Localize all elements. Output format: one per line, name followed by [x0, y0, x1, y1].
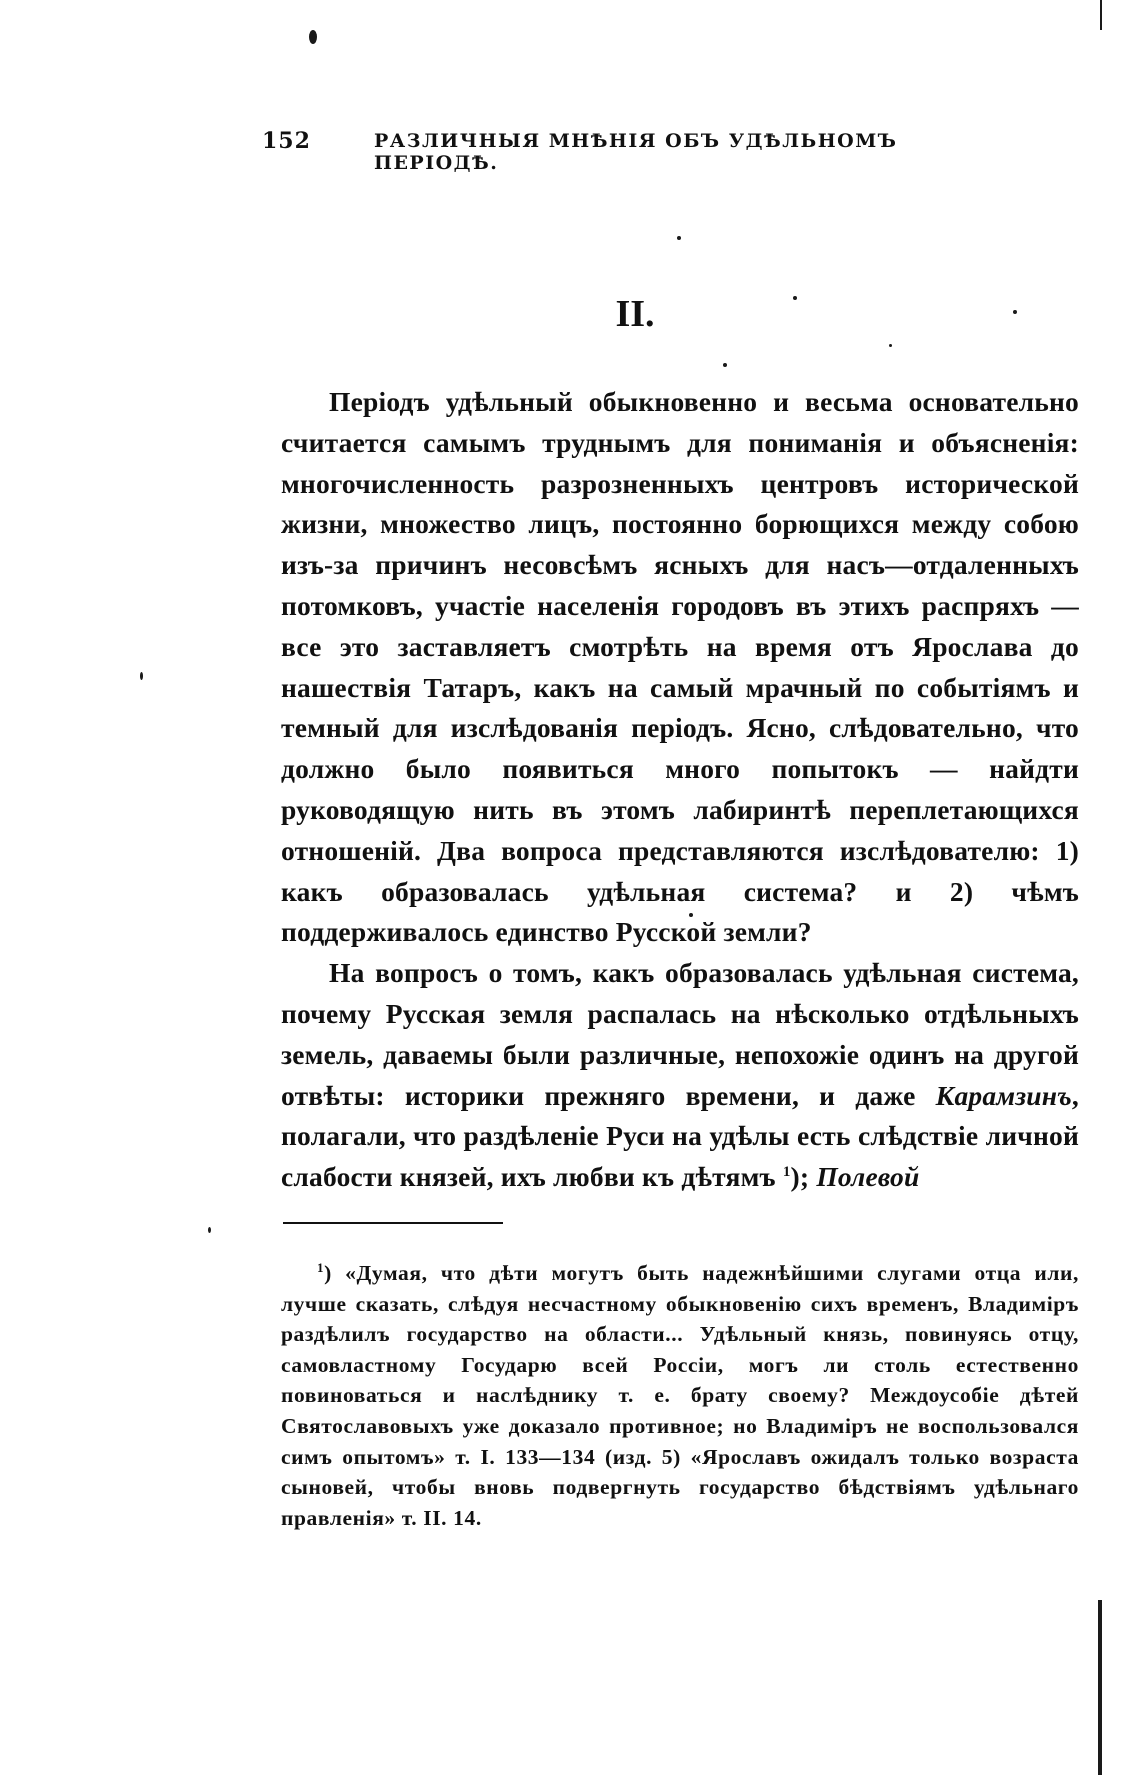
paragraph-2-middle: , полагали, что раздѣленіе Руси на удѣлы есть слѣдствіе личной слабости князей, ихъ любви къ дѣтямъ — [281, 1079, 1079, 1193]
paragraph-2 — [281, 953, 1079, 1198]
chapter-heading: II. — [615, 293, 655, 335]
paragraph-1: Періодъ удѣльный обыкновенно и весьма основательно считается самымъ труднымъ для пониманія и объясненія: многочисленность разрозненныхъ центровъ исторической жизни, множество лицъ, постоянно борющихся между собою изъ-за причинъ несовсѣмъ ясныхъ для насъ—отдаленныхъ потомковъ, участіе населенія городовъ въ этихъ распряхъ — все это заставляетъ смотрѣть на время отъ Ярослава до нашествія Татаръ, какъ на самый мрачный по событіямъ и темный для изслѣдованія періодъ. Ясно, слѣдовательно, что должно было появиться много попытокъ — найдти руководящую нить въ этомъ лабиринтѣ переплетающихся отношеній. Два вопроса представляются изслѣдователю: 1) какъ образовалась удѣльная система? и 2) чѣмъ поддерживалось единство Русской земли? — [281, 386, 1079, 948]
body-text — [281, 382, 1079, 1198]
scan-speck — [208, 1227, 211, 1233]
scan-speck — [723, 363, 727, 367]
footnote-1-marker: 1 — [317, 1259, 325, 1275]
page-header — [262, 128, 962, 174]
footnote-1-text: ) «Думая, что дѣти могутъ быть надежнѣйшими слугами отца или, лучше сказать, слѣдуя несчастному обыкновенію сихъ временъ, Владиміръ раздѣлилъ государство на области... Удѣльный князь, повинуясь отцу, самовластному Государю всей Россіи, могъ ли столь естественно повиноваться и наслѣднику т. е. брату своему? Междоусобіе дѣтей Святославовыхъ уже доказало противное; но Владиміръ не воспользовался симъ опытомъ» т. I. 133—134 (изд. 5) «Ярославъ ожидалъ только возраста сыновей, чтобы вновь подвергнуть государство бѣдствіямъ удѣльнаго правленія» т. II. 14. — [281, 1261, 1079, 1530]
scan-edge-line — [1098, 1600, 1102, 1775]
footnote-reference: 1 — [782, 1163, 791, 1180]
footnote-1 — [281, 1258, 1079, 1533]
footnote-rule — [283, 1222, 503, 1224]
scan-speck — [677, 236, 681, 240]
scan-speck — [889, 344, 892, 347]
page-number: 152 — [262, 128, 311, 154]
name-polevoy: Полевой — [816, 1161, 920, 1193]
paragraph-2-start: На вопросъ о томъ, какъ образовалась удѣльная система, почему Русская земля распалась на нѣсколько отдѣльныхъ земель, даваемы были различные, непохожіе одинъ на другой отвѣты: историки прежняго времени, и даже — [281, 957, 1079, 1111]
scan-speck — [309, 30, 317, 44]
name-karamzin: Карамзинъ — [935, 1079, 1072, 1111]
footnotes — [281, 1258, 1079, 1533]
scan-edge-line-top — [1100, 0, 1102, 30]
scan-speck — [140, 672, 143, 680]
running-title: РАЗЛИЧНЫЯ МНѢНІЯ ОБЪ УДѢЛЬНОМЪ ПЕРІОДѢ. — [374, 130, 898, 174]
paragraph-2-after-ref: ); — [790, 1161, 817, 1193]
